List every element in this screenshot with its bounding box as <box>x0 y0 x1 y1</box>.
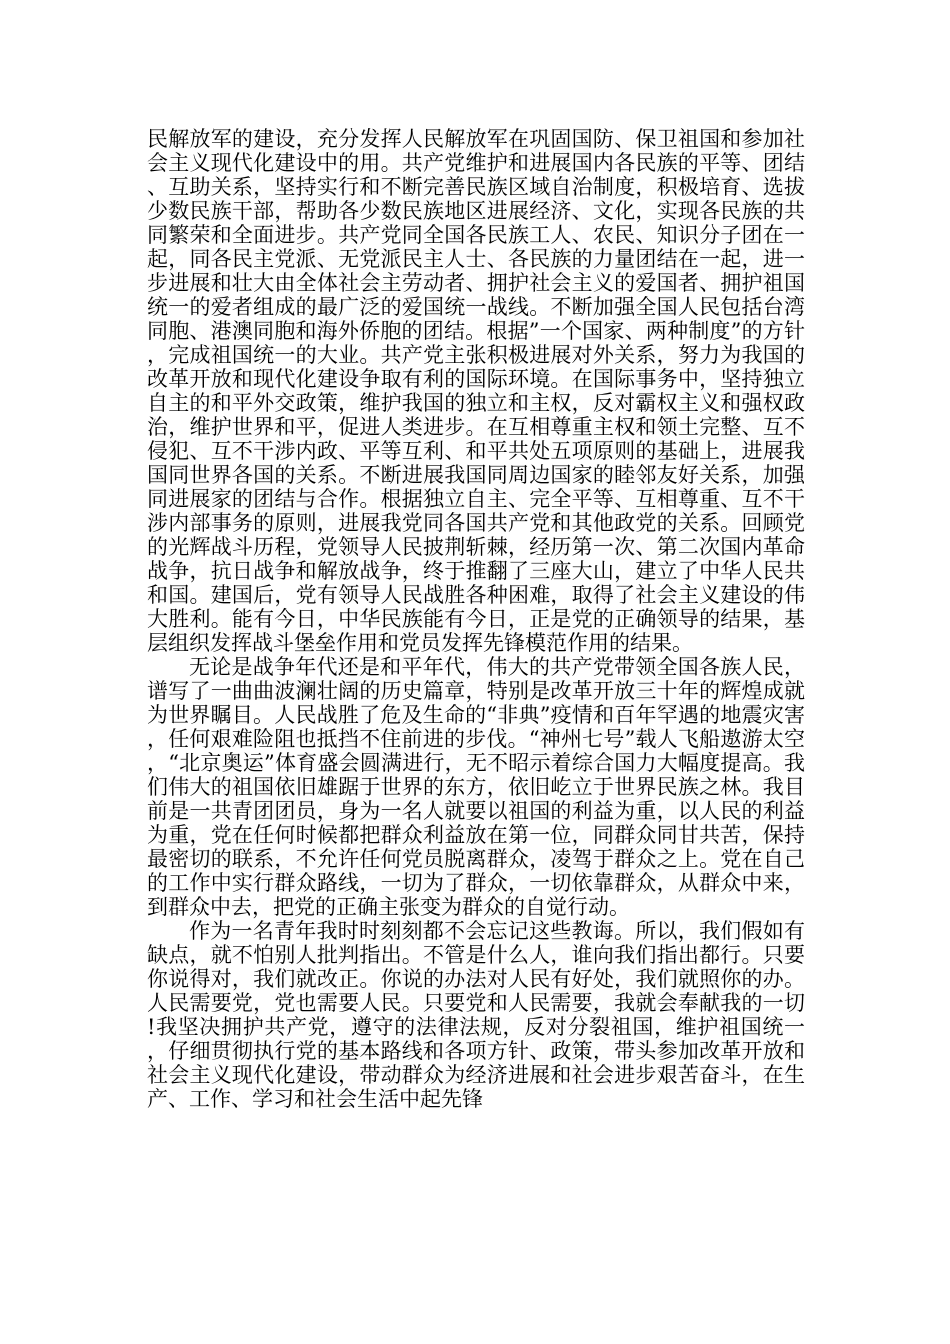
paragraph-3: 作为一名青年我时时刻刻都不会忘记这些教诲。所以，我们假如有缺点，就不怕别人批判指出。不管是什么人，谁向我们指出都行。只要你说得对，我们就改正。你说的办法对人民有好处，我们就照你的办。人民需要党，党也需要人民。只要党和人民需要，我就会奉献我的一切!我坚决拥护共产党，遵守的法律法规，反对分裂祖国，维护祖国统一，仔细贯彻执行党的基本路线和各项方针、政策，带头参加改革开放和社会主义现代化建设，带动群众为经济进展和社会进步艰苦奋斗，在生产、工作、学习和社会生活中起先锋 <box>147 919 805 1111</box>
paragraph-1: 民解放军的建设，充分发挥人民解放军在巩固国防、保卫祖国和参加社会主义现代化建设中的用。共产党维护和进展国内各民族的平等、团结、互助关系，坚持实行和不断完善民族区域自治制度，积极培育、选拔少数民族干部，帮助各少数民族地区进展经济、文化，实现各民族的共同繁荣和全面进步。共产党同全国各民族工人、农民、知识分子团在一起，同各民主党派、无党派民主人士、各民族的力量团结在一起，进一步进展和壮大由全体社会主劳动者、拥护社会主义的爱国者、拥护祖国统一的爱者组成的最广泛的爱国统一战线。不断加强全国人民包括台湾同胞、港澳同胞和海外侨胞的团结。根据”一个国家、两种制度”的方针，完成祖国统一的大业。共产党主张积极进展对外关系，努力为我国的改革开放和现代化建设争取有利的国际环境。在国际事务中，坚持独立自主的和平外交政策，维护我国的独立和主权，反对霸权主义和强权政治，维护世界和平，促进人类进步。在互相尊重主权和领土完整、互不侵犯、互不干涉内政、平等互利、和平共处五项原则的基础上，进展我国同世界各国的关系。不断进展我国同周边国家的睦邻友好关系，加强同进展家的团结与合作。根据独立自主、完全平等、互相尊重、互不干涉内部事务的原则，进展我党同各国共产党和其他政党的关系。回顾党的光辉战斗历程，党领导人民披荆斩棘，经历第一次、第二次国内革命战争，抗日战争和解放战争，终于推翻了三座大山，建立了中华人民共和国。建国后，党有领导人民战胜各种困难，取得了社会主义建设的伟大胜利。能有今日，中华民族能有今日，正是党的正确领导的结果，基层组织发挥战斗堡垒作用和党员发挥先锋模范作用的结果。 <box>147 127 805 655</box>
document-page <box>147 127 805 1111</box>
paragraph-2: 无论是战争年代还是和平年代，伟大的共产党带领全国各族人民，谱写了一曲曲波澜壮阔的历史篇章，特别是改革开放三十年的辉煌成就为世界瞩目。人民战胜了危及生命的“非典”疫情和百年罕遇的地震灾害，任何艰难险阻也抵挡不住前进的步伐。“神州七号”载人飞船遨游太空，“北京奥运”体育盛会圆满进行，无不昭示着综合国力大幅度提高。我们伟大的祖国依旧雄踞于世界的东方，依旧屹立于世界民族之林。我目前是一共青团团员，身为一名人就要以祖国的利益为重，以人民的利益为重，党在任何时候都把群众利益放在第一位，同群众同甘共苦，保持最密切的联系，不允许任何党员脱离群众，凌驾于群众之上。党在自己的工作中实行群众路线，一切为了群众，一切依靠群众，从群众中来，到群众中去，把党的正确主张变为群众的自觉行动。 <box>147 655 805 919</box>
